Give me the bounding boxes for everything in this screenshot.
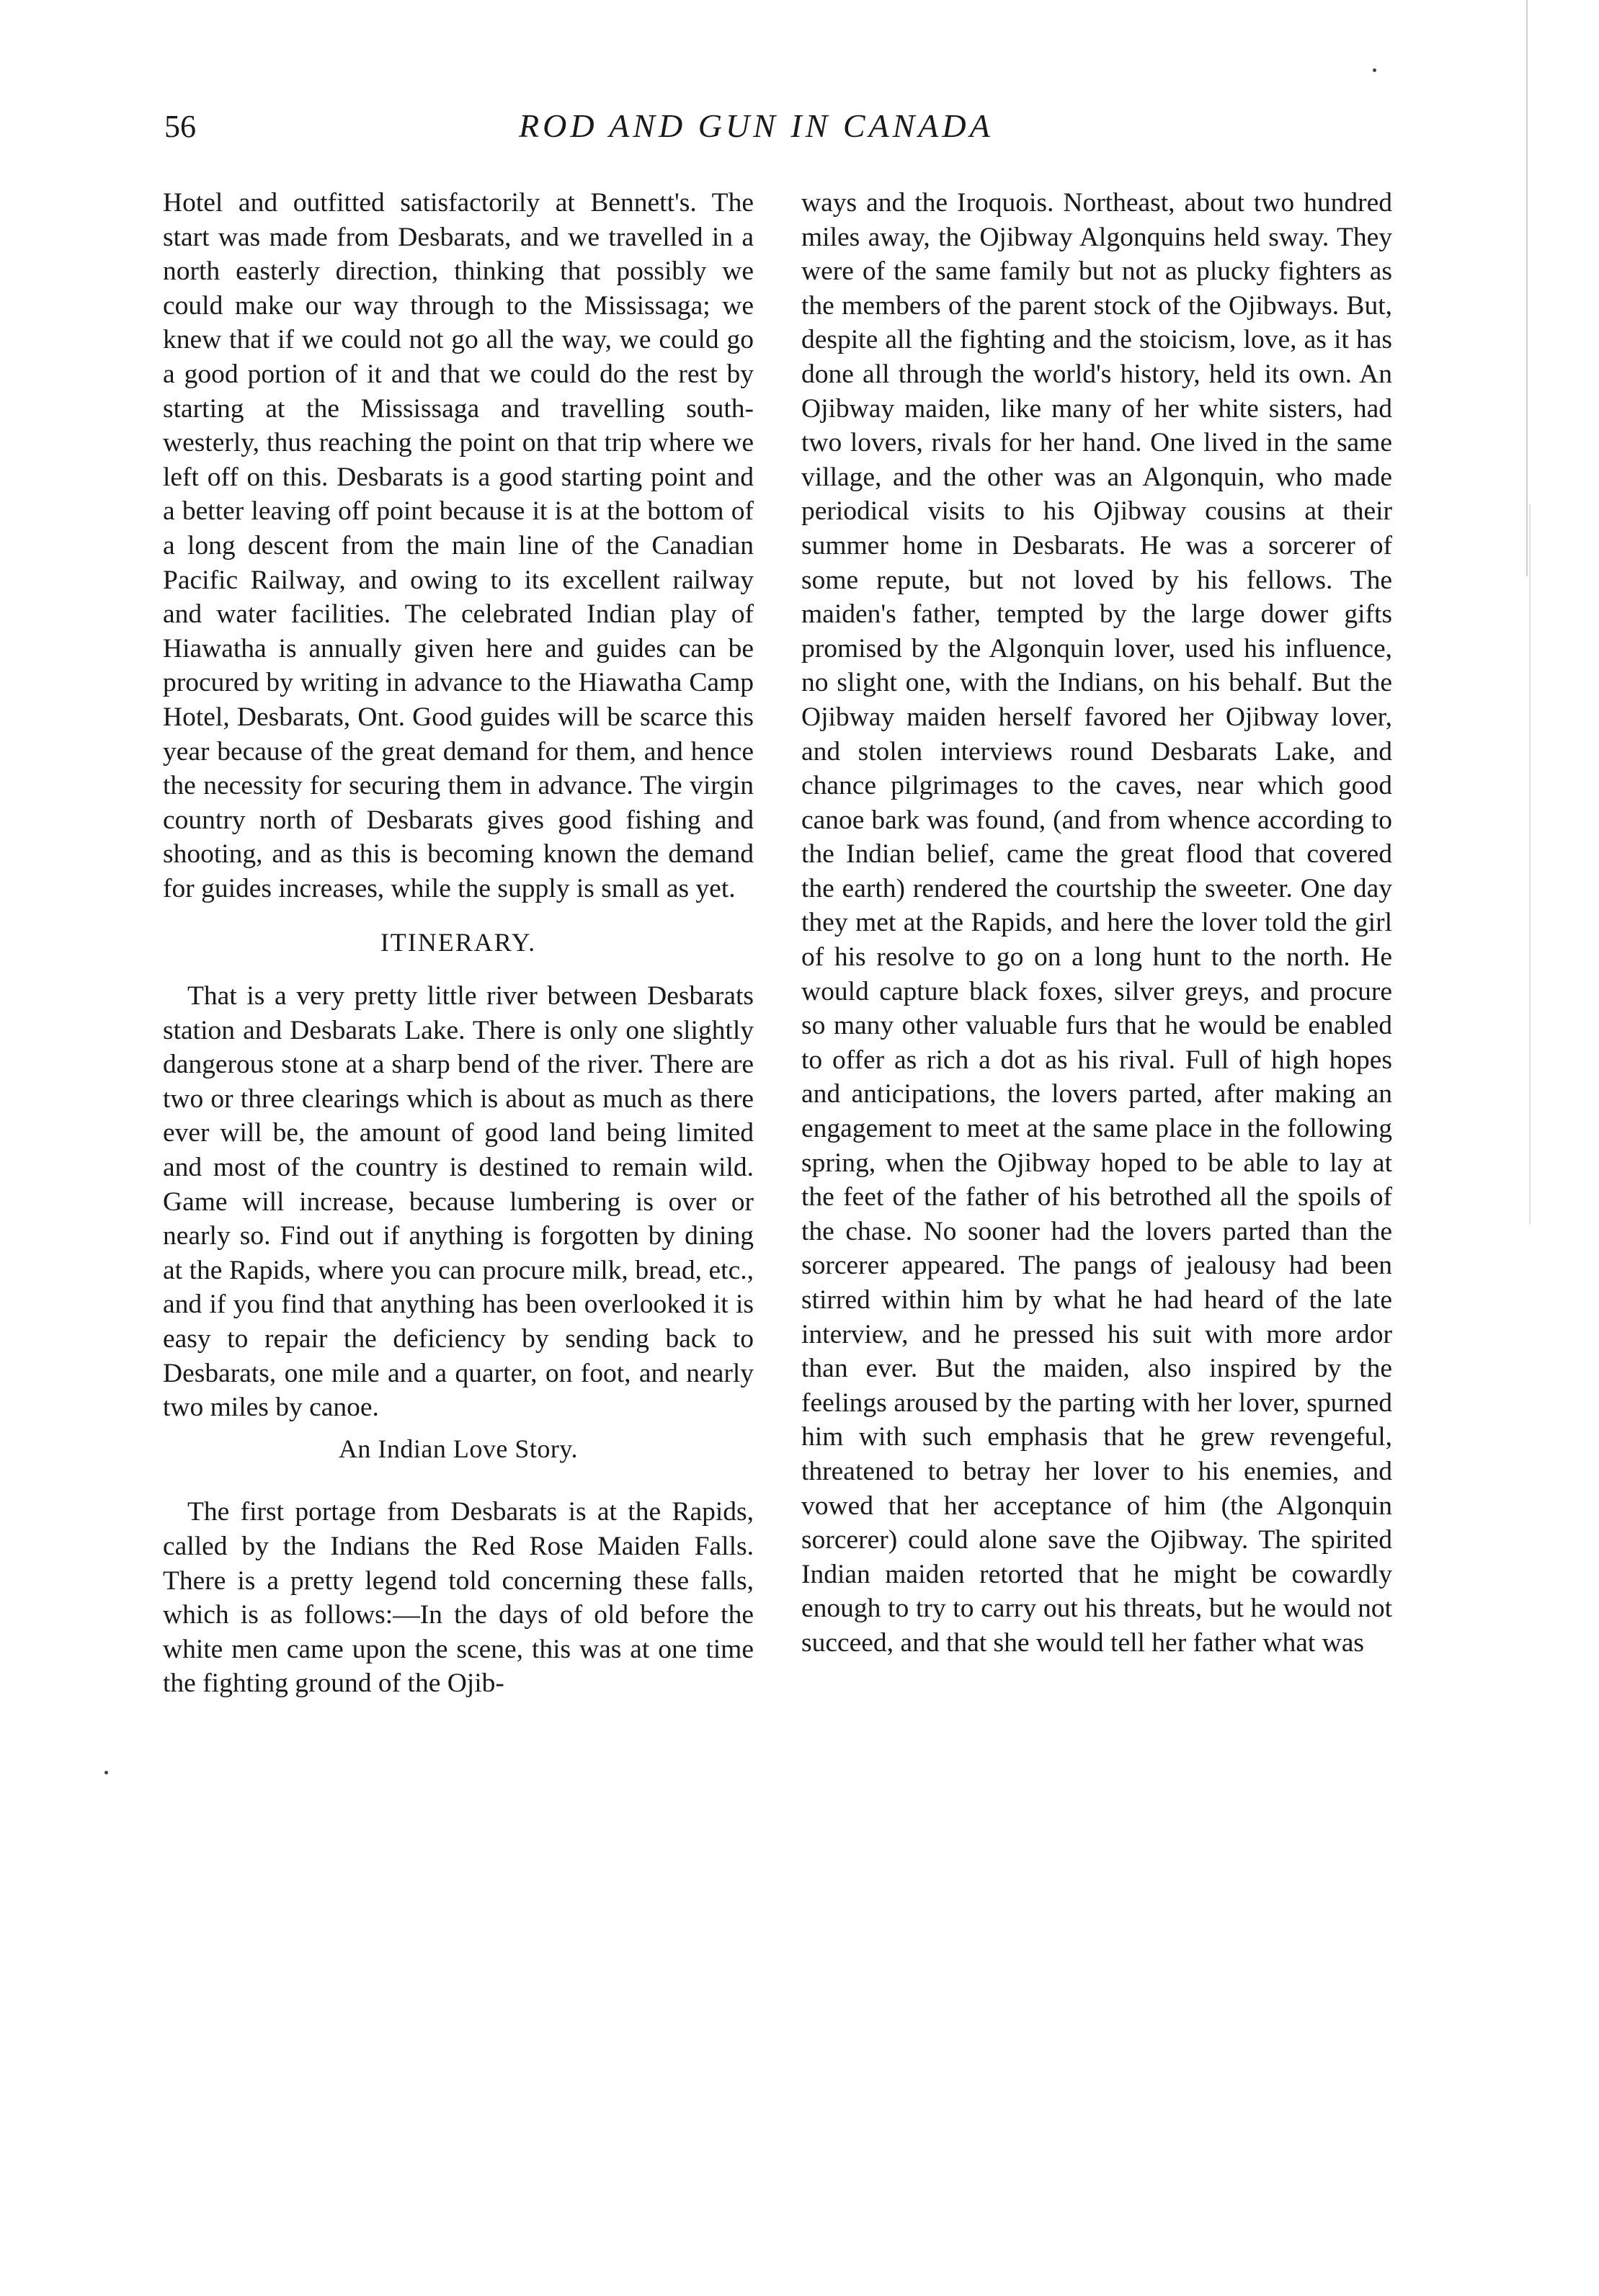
left-paragraph-3: The first portage from Desbarats is at the Rapids, called by the Indians the Red Rose Maiden Falls. There is a pretty legend told concerning these falls, which is as follows:—In the days of old before the white men came upon the scene, this was at one time the fighting ground of the Ojib- <box>163 1497 754 1699</box>
right-column <box>801 186 1392 1661</box>
love-story-heading: An Indian Love Story. <box>338 1434 579 1463</box>
scan-speck <box>1373 68 1376 72</box>
scan-edge-line <box>1526 0 1528 576</box>
running-title: ROD AND GUN IN CANADA <box>519 107 994 144</box>
itinerary-heading: ITINERARY. <box>380 928 537 957</box>
right-paragraph-1: ways and the Iroquois. Northeast, about two hundred miles away, the Ojibway Algonquins held sway. They were of the same family but not as plucky fighters as the members of the parent stock of the Ojibways. But, despite all the fighting and the stoicism, love, as it has done all through the world's history, held its own. An Ojibway maiden, like many of her white sisters, had two lovers, rivals for her hand. One lived in the same village, and the other was an Algonquin, who made periodical visits to his Ojibway cousins at their summer home in Desbarats. He was a sorcerer of some repute, but not loved by his fellows. The maiden's father, tempted by the large dower gifts promised by the Algonquin lover, used his influence, no slight one, with the Indians, on his behalf. But the Ojibway maiden herself favored her Ojibway lover, and stolen interviews round Desbarats Lake, and chance pilgrimages to the caves, near which good canoe bark was found, (and from whence according to the Indian belief, came the great flood that covered the earth) rendered the courtship the sweeter. One day they met at the Rapids, and here the lover told the girl of his resolve to go on a long hunt to the north. He would capture black foxes, silver greys, and procure so many other valuable furs that he would be enabled to offer as rich a dot as his rival. Full of high hopes and anticipations, the lovers parted, after making an engagement to meet at the same place in the following spring, when the Ojibway hoped to be able to lay at the feet of the father of his betrothed all the spoils of the chase. No sooner had the lovers parted than the sorcerer appeared. The pangs of jealousy had been stirred within him by what he had heard of the late interview, and he pressed his suit with more ardor than ever. But the maiden, also inspired by the feelings aroused by the parting with her lover, spurned him with such emphasis that he grew revengeful, threatened to betray her lover to his enemies, and vowed that her acceptance of him (the Algonquin sorcerer) could alone save the Ojibway. The spirited Indian maiden retorted that he might be cowardly enough to try to carry out his threats, but he would not succeed, and that she would tell her father what was <box>801 188 1392 1658</box>
left-column <box>163 186 754 1701</box>
scan-edge-line-lower <box>1529 504 1531 1225</box>
scan-speck <box>104 1771 108 1774</box>
left-paragraph-1: Hotel and outfitted satisfactorily at Bennett's. The start was made from Desbarats, and we travelled in a north easterly direction, thinking that possibly we could make our way through to the Mississaga; we knew that if we could not go all the way, we could go a good portion of it and that we could do the rest by starting at the Mississaga and travelling south-westerly, thus reaching the point on that trip where we left off on this. Desbarats is a good starting point and a better leaving off point because it is at the bottom of a long descent from the main line of the Canadian Pacific Railway, and owing to its excellent railway and water facilities. The celebrated Indian play of Hiawatha is annually given here and guides can be procured by writing in advance to the Hiawatha Camp Hotel, Desbarats, Ont. Good guides will be scarce this year because of the great demand for them, and hence the necessity for securing them in advance. The virgin country north of Desbarats gives good fishing and shooting, and as this is becoming known the demand for guides increases, while the supply is small as yet. <box>163 188 754 903</box>
left-paragraph-2: That is a very pretty little river between Desbarats station and Desbarats Lake. There is only one slightly dangerous stone at a sharp bend of the river. There are two or three clearings which is about as much as there ever will be, the amount of good land being limited and most of the country is destined to remain wild. Game will increase, because lumbering is over or nearly so. Find out if anything is forgotten by dining at the Rapids, where you can procure milk, bread, etc., and if you find that anything has been overlooked it is easy to repair the deficiency by sending back to Desbarats, one mile and a quarter, on foot, and nearly two miles by canoe. <box>163 981 754 1423</box>
page-number: 56 <box>164 109 196 144</box>
